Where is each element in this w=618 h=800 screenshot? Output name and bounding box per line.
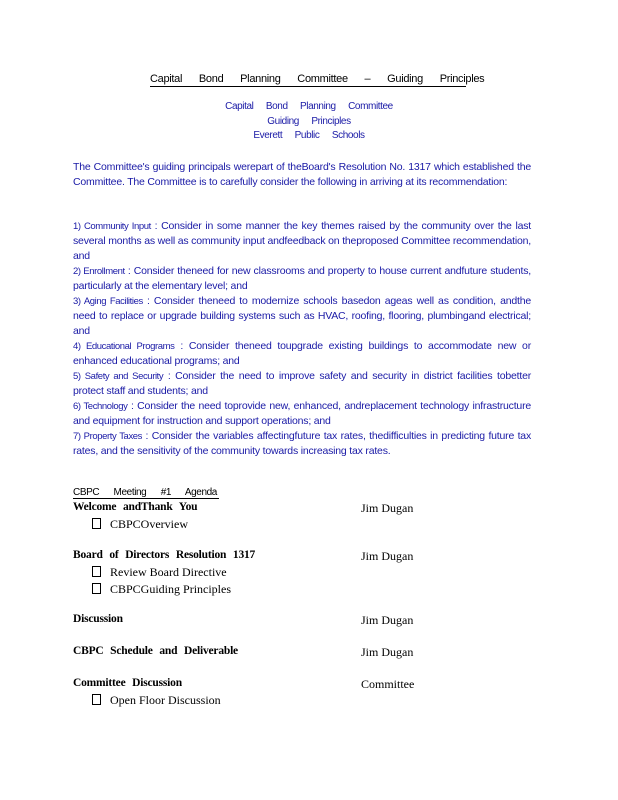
principle-heading: 2) Enrollment (73, 266, 125, 277)
principle-item (73, 399, 531, 429)
agenda-heading: CBPC Meeting #1 Agenda (73, 487, 219, 499)
agenda-item-presenter: Jim Dugan (361, 645, 414, 659)
agenda-subitem (92, 517, 188, 532)
subtitle-line-2: Guiding Principles (267, 116, 351, 127)
subtitle-line-1: Capital Bond Planning Committee (225, 101, 393, 112)
agenda-item-presenter: Jim Dugan (361, 613, 414, 627)
agenda-subitem-label: Open Floor Discussion (110, 693, 221, 707)
bullet-icon (92, 583, 101, 594)
agenda-subitem-label: CBPCOverview (110, 517, 188, 531)
principle-text: : Consider the variables affectingfuture tax rates, thedifficulties in predicting future tax rates, and the sensitivity of the community towards increasing tax rates. (73, 430, 531, 457)
agenda-subitem (92, 582, 231, 597)
intro-paragraph: The Committee's guiding principals werepart of theBoard's Resolution No. 1317 which established the Committee. The Committee is to carefully consider the following in arriving at its recommendation: (73, 161, 531, 188)
principle-heading: 5) Safety and Security (73, 371, 164, 382)
principles-list (73, 219, 531, 459)
bullet-icon (92, 694, 101, 705)
agenda-item-title: CBPC Schedule and Deliverable (73, 645, 238, 657)
agenda-item-presenter: Committee (361, 677, 415, 691)
agenda-subitem-label: CBPCGuiding Principles (110, 582, 232, 596)
principle-text: : Consider in some manner the key themes raised by the community over the last several months as well as community input andfeedback on theproposed Committee recommendation, and (73, 220, 532, 262)
principle-heading: 6) Technology (73, 401, 128, 412)
principle-text: : Consider theneed toupgrade existing buildings to accommodate new or enhanced educational programs; and (73, 340, 531, 367)
bullet-icon (92, 566, 101, 577)
principle-item (73, 369, 531, 399)
principle-heading: 7) Property Taxes (73, 431, 143, 442)
agenda-item-title: Committee Discussion (73, 677, 182, 689)
principle-item (73, 264, 531, 294)
principle-item (73, 339, 531, 369)
agenda-item-presenter: Jim Dugan (361, 501, 414, 515)
principle-item (73, 429, 531, 459)
principle-heading: 1) Community Input (73, 221, 151, 232)
agenda-subitem (92, 693, 221, 708)
agenda-item-title: Welcome andThank You (73, 501, 198, 513)
principle-heading: 4) Educational Programs (73, 341, 175, 352)
principle-text: : Consider theneed to modernize schools basedon ageas well as condition, andthe need to replace or upgrade building systems such as HVAC, roofing, flooring, plumbingand electrical; and (73, 295, 531, 337)
principle-heading: 3) Aging Facilities (73, 296, 143, 307)
principle-text: : Consider the need toprovide new, enhanced, andreplacement technology infrastructure and equipment for instruction and support operations; and (73, 400, 532, 427)
principle-text: : Consider theneed for new classrooms and property to house current andfuture students, particularly at the elementary level; and (73, 265, 532, 292)
document-title: Capital Bond Planning Committee – Guiding Principles (150, 73, 485, 85)
bullet-icon (92, 518, 101, 529)
agenda-subitem (92, 565, 227, 580)
agenda-item-title: Discussion (73, 613, 123, 625)
agenda-item-title: Board of Directors Resolution 1317 (73, 549, 256, 561)
principle-item (73, 219, 531, 264)
principle-text: : Consider the need to improve safety and security in district facilities tobetter protect staff and students; and (73, 370, 531, 397)
subtitle-line-3: Everett Public Schools (253, 130, 365, 141)
principle-item (73, 294, 531, 339)
agenda-item-presenter: Jim Dugan (361, 549, 414, 563)
agenda-subitem-label: Review Board Directive (110, 565, 227, 579)
